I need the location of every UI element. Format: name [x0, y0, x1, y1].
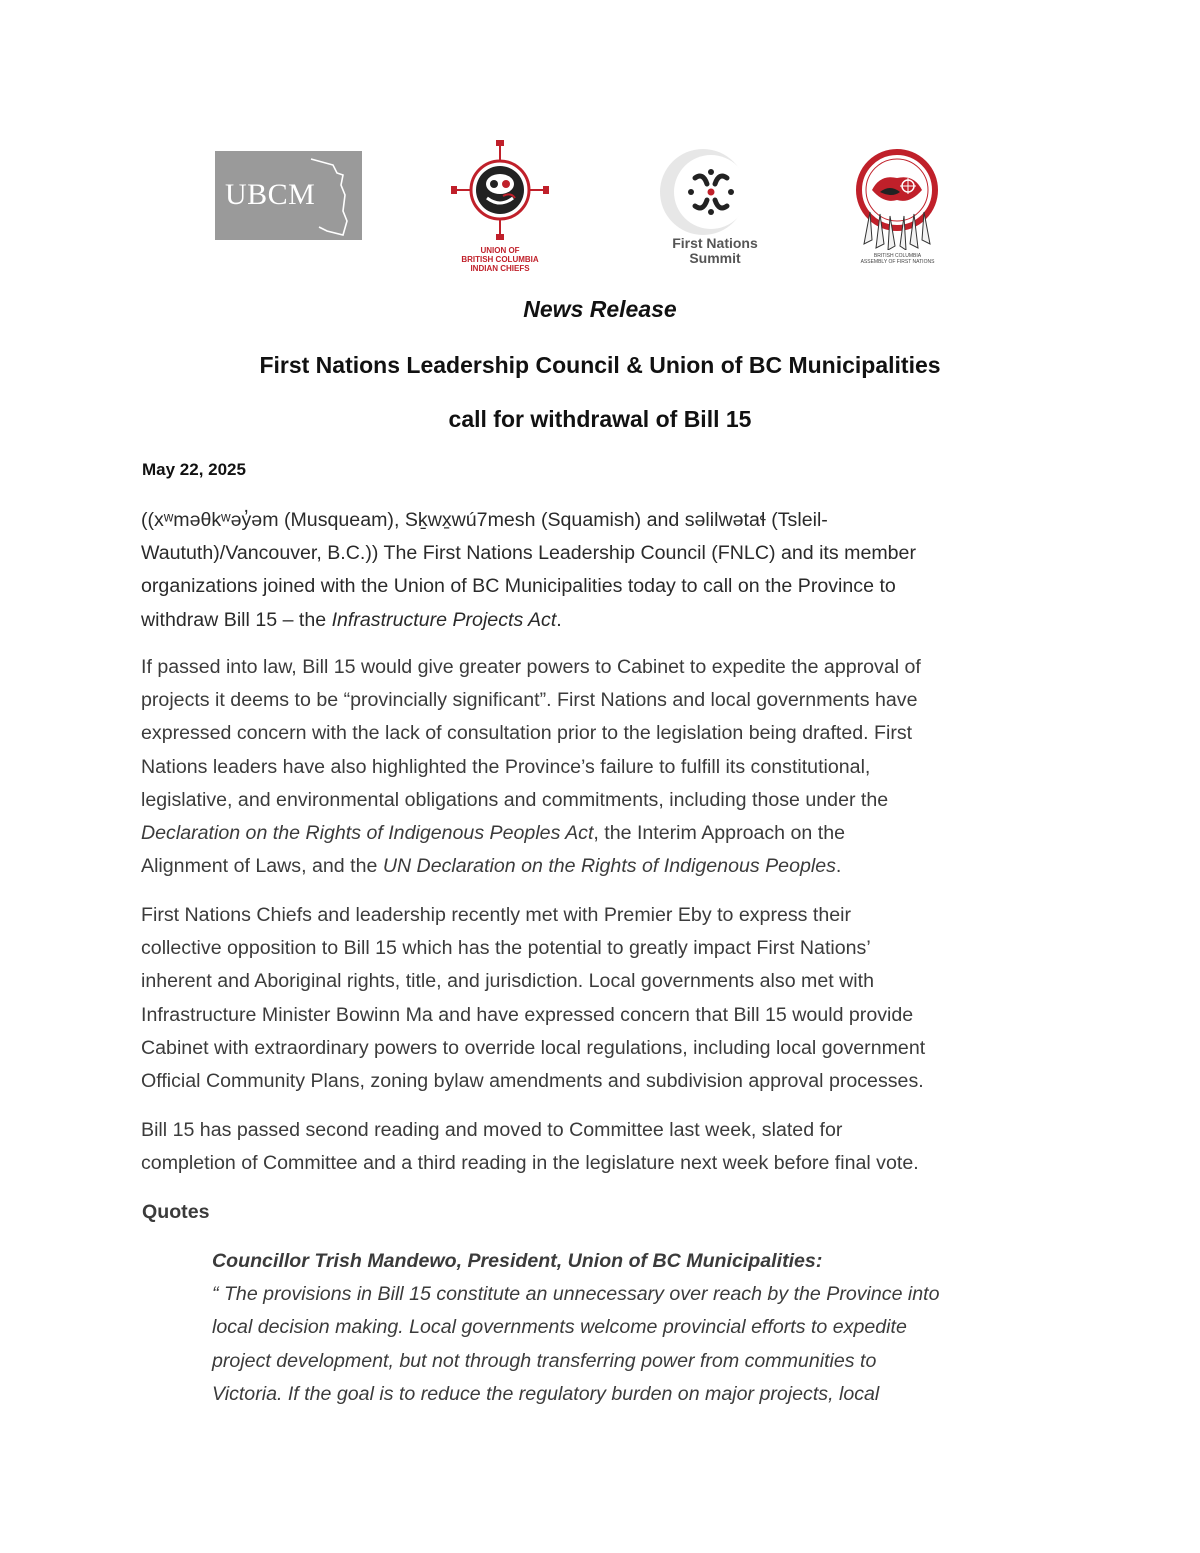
paragraph-opposition: [141, 899, 1071, 1098]
paragraph-status: [141, 1114, 1071, 1180]
quote-line: project development, but not through transferring power from communities to: [212, 1349, 877, 1372]
ubcic-logo: [445, 140, 555, 273]
paragraph-line: [141, 817, 1071, 850]
paragraph-bill-powers: [141, 651, 1071, 883]
paragraph-line: [141, 850, 1071, 883]
paragraph-line: ((xʷməθkʷəy̓əm (Musqueam), Sḵwx̱wú7mesh (Squamish) and səlilwətaɬ (Tsleil-: [141, 509, 828, 531]
paragraph-line: Nations leaders have also highlighted the Province’s failure to fulfill its constitutional,: [141, 755, 871, 778]
bcafn-logo: [850, 148, 945, 263]
paragraph-line: completion of Committee and a third reading in the legislature next week before final vote.: [141, 1152, 919, 1175]
paragraph-line: projects it deems to be “provincially significant”. First Nations and local governments have: [141, 689, 918, 712]
ubcm-logo-text: UBCM: [225, 178, 316, 211]
act-name: Infrastructure Projects Act: [331, 608, 557, 631]
quote-block: [212, 1245, 1072, 1411]
fns-emblem-icon: [645, 148, 755, 236]
ubcic-medallion-icon: [445, 140, 555, 244]
text-run: , the Interim Approach on the: [593, 822, 845, 845]
paragraph-line: Infrastructure Minister Bowinn Ma and have expressed concern that Bill 15 would provide: [141, 1003, 914, 1026]
paragraph-line: Official Community Plans, zoning bylaw amendments and subdivision approval processes.: [141, 1070, 924, 1093]
paragraph-intro: [141, 504, 1071, 637]
declaration-name: UN Declaration on the Rights of Indigenous Peoples: [382, 855, 836, 878]
logo-row: [0, 140, 1200, 273]
quote-line: local decision making. Local governments welcome provincial efforts to expedite: [212, 1316, 907, 1339]
bcafn-logo-caption: BRITISH COLUMBIA ASSEMBLY OF FIRST NATIONS: [860, 253, 935, 265]
paragraph-line: legislative, and environmental obligations and commitments, including those under the: [141, 788, 889, 811]
news-release-label: News Release: [523, 296, 677, 322]
text-run: .: [835, 855, 842, 878]
paragraph-line: [141, 604, 1071, 637]
quotes-heading: Quotes: [142, 1201, 210, 1223]
paragraph-line: If passed into law, Bill 15 would give greater powers to Cabinet to expedite the approval of: [141, 656, 921, 678]
quote-line: Victoria. If the goal is to reduce the regulatory burden on major projects, local: [212, 1382, 880, 1405]
paragraph-line: organizations joined with the Union of BC Municipalities today to call on the Province to: [141, 575, 896, 598]
quote-speaker: Councillor Trish Mandewo, President, Union of BC Municipalities:: [212, 1250, 823, 1272]
text-run: Alignment of Laws, and the: [141, 855, 383, 878]
paragraph-line: First Nations Chiefs and leadership recently met with Premier Eby to express their: [141, 904, 852, 926]
paragraph-line: Waututh)/Vancouver, B.C.)) The First Nations Leadership Council (FNLC) and its member: [141, 542, 916, 565]
paragraph-line: expressed concern with the lack of consultation prior to the legislation being drafted. First: [141, 722, 913, 745]
text-run: .: [556, 608, 562, 631]
paragraph-line: Bill 15 has passed second reading and moved to Committee last week, slated for: [141, 1119, 843, 1141]
fns-logo-caption: First Nations Summit: [672, 235, 758, 266]
quote-line: “ The provisions in Bill 15 constitute an unnecessary over reach by the Province into: [212, 1283, 940, 1306]
paragraph-line: inherent and Aboriginal rights, title, and jurisdiction. Local governments also met with: [141, 970, 874, 993]
headline-line-1: First Nations Leadership Council & Union of BC Municipalities: [259, 352, 941, 378]
ubcm-logo: [215, 151, 362, 240]
headline-line-2: call for withdrawal of Bill 15: [448, 406, 752, 432]
paragraph-line: Cabinet with extraordinary powers to override local regulations, including local government: [141, 1036, 926, 1059]
ubcic-logo-caption: UNION OF BRITISH COLUMBIA INDIAN CHIEFS: [461, 246, 539, 273]
act-name: Declaration on the Rights of Indigenous Peoples Act: [141, 822, 594, 845]
paragraph-line: collective opposition to Bill 15 which has the potential to greatly impact First Nations’: [141, 937, 871, 960]
text-run: withdraw Bill 15 – the: [141, 608, 332, 631]
first-nations-summit-logo: [645, 148, 765, 268]
bcafn-emblem-icon: [850, 148, 945, 250]
release-date: May 22, 2025: [142, 460, 246, 479]
